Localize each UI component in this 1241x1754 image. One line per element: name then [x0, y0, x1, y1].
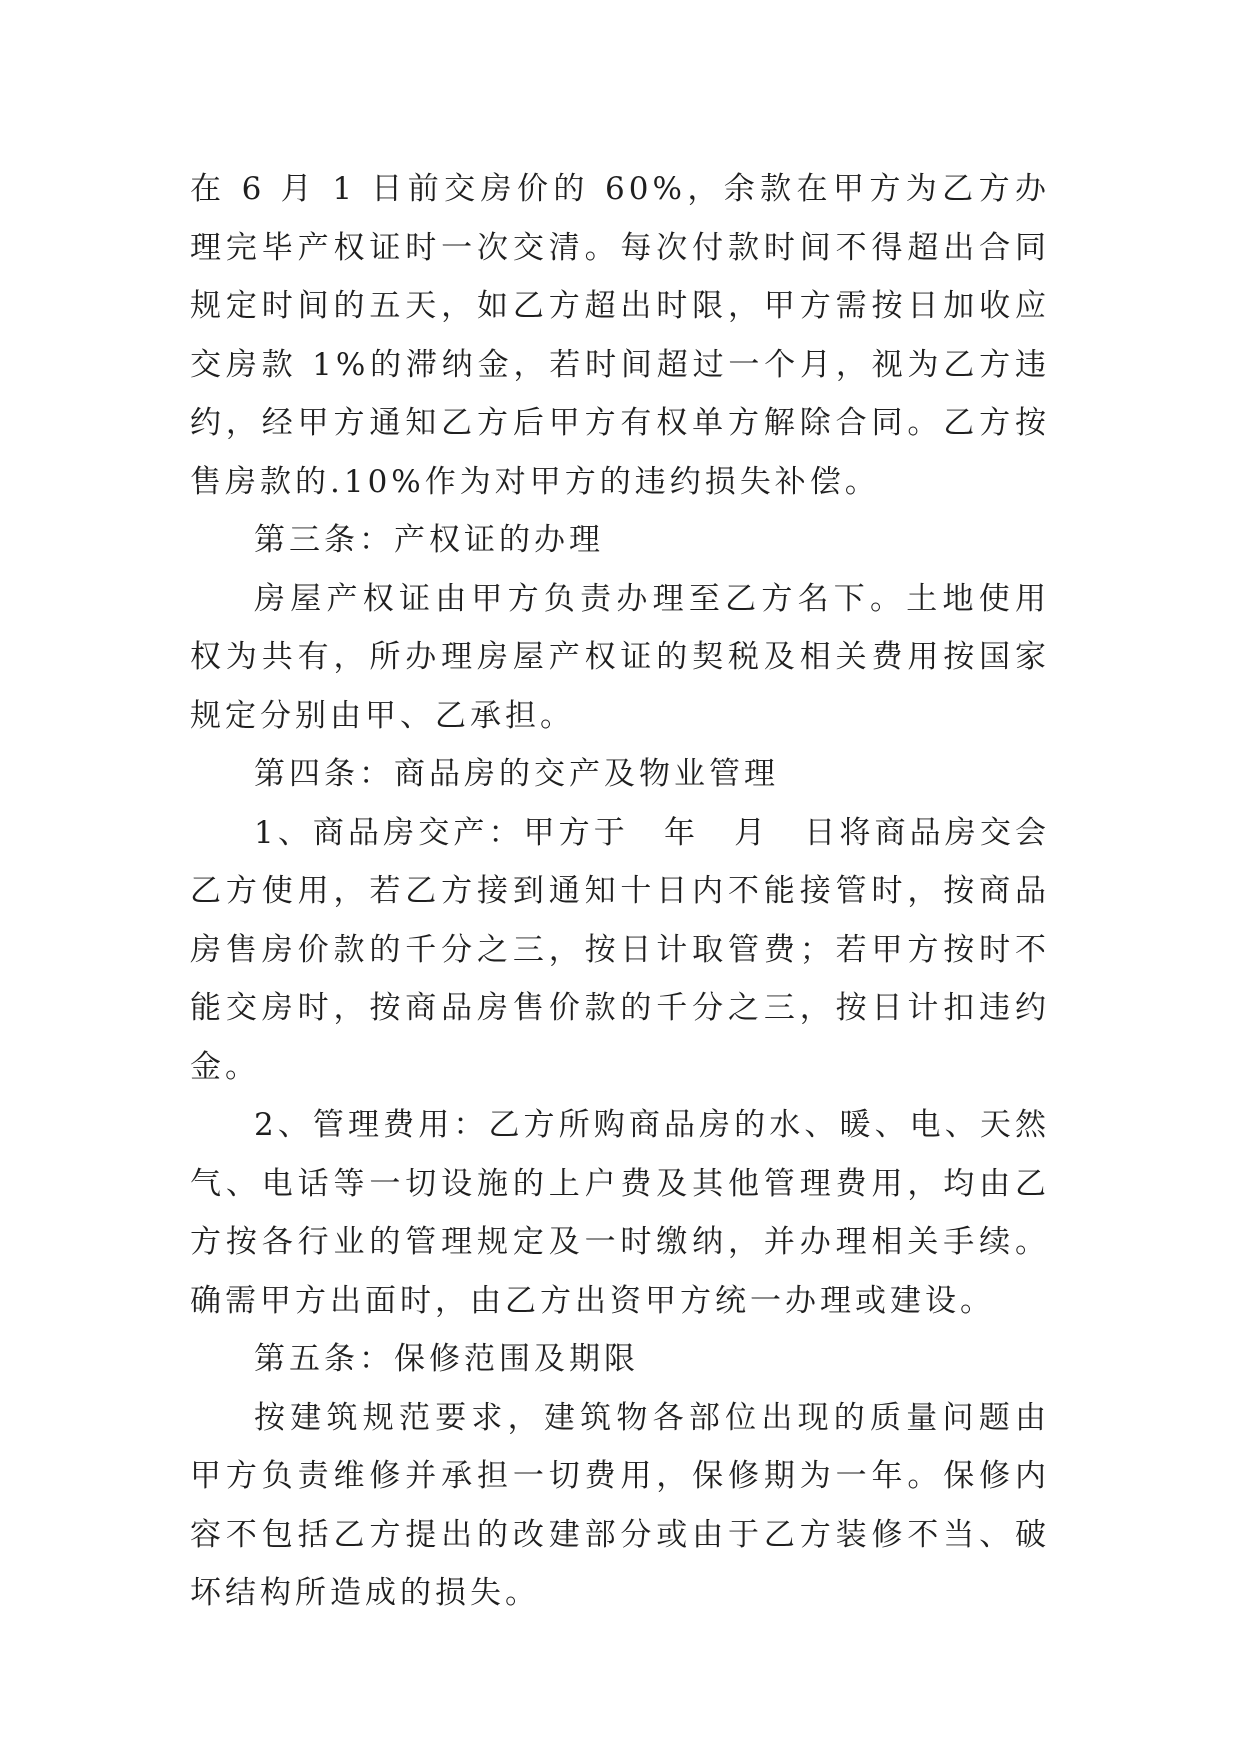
article-4-heading: 第四条：商品房的交产及物业管理	[254, 756, 779, 792]
document-body	[190, 160, 1050, 1623]
paragraph-payment-terms: 在 6 月 1 日前交房价的 60%，余款在甲方为乙方办理完毕产权证时一次交清。每次付款时间不得超出合同规定时间的五天，如乙方超出时限，甲方需按日加收应交房款 1%的滞纳金，若时间超过一个月，视为乙方违约，经甲方通知乙方后甲方有权单方解除合同。乙方按售房款的.10%作为对甲方的违约损失补偿。	[190, 171, 1050, 500]
paragraph-management-fees: 2、管理费用：乙方所购商品房的水、暖、电、天然气、电话等一切设施的上户费及其他管理费用，均由乙方按各行业的管理规定及一时缴纳，并办理相关手续。确需甲方出面时，由乙方出资甲方统一办理或建设。	[190, 1107, 1050, 1319]
article-5-heading: 第五条：保修范围及期限	[254, 1341, 639, 1377]
paragraph-property-certificate: 房屋产权证由甲方负责办理至乙方名下。土地使用权为共有，所办理房屋产权证的契税及相关费用按国家规定分别由甲、乙承担。	[190, 580, 1050, 734]
paragraph-warranty: 按建筑规范要求，建筑物各部位出现的质量问题由甲方负责维修并承担一切费用，保修期为一年。保修内容不包括乙方提出的改建部分或由于乙方装修不当、破坏结构所造成的损失。	[190, 1399, 1050, 1611]
article-3-heading: 第三条：产权证的办理	[254, 522, 604, 558]
paragraph-handover: 1、商品房交产：甲方于 年 月 日将商品房交会乙方使用，若乙方接到通知十日内不能接管时，按商品房售房价款的千分之三，按日计取管费；若甲方按时不能交房时，按商品房售价款的千分之三，按日计扣违约金。	[190, 814, 1050, 1085]
